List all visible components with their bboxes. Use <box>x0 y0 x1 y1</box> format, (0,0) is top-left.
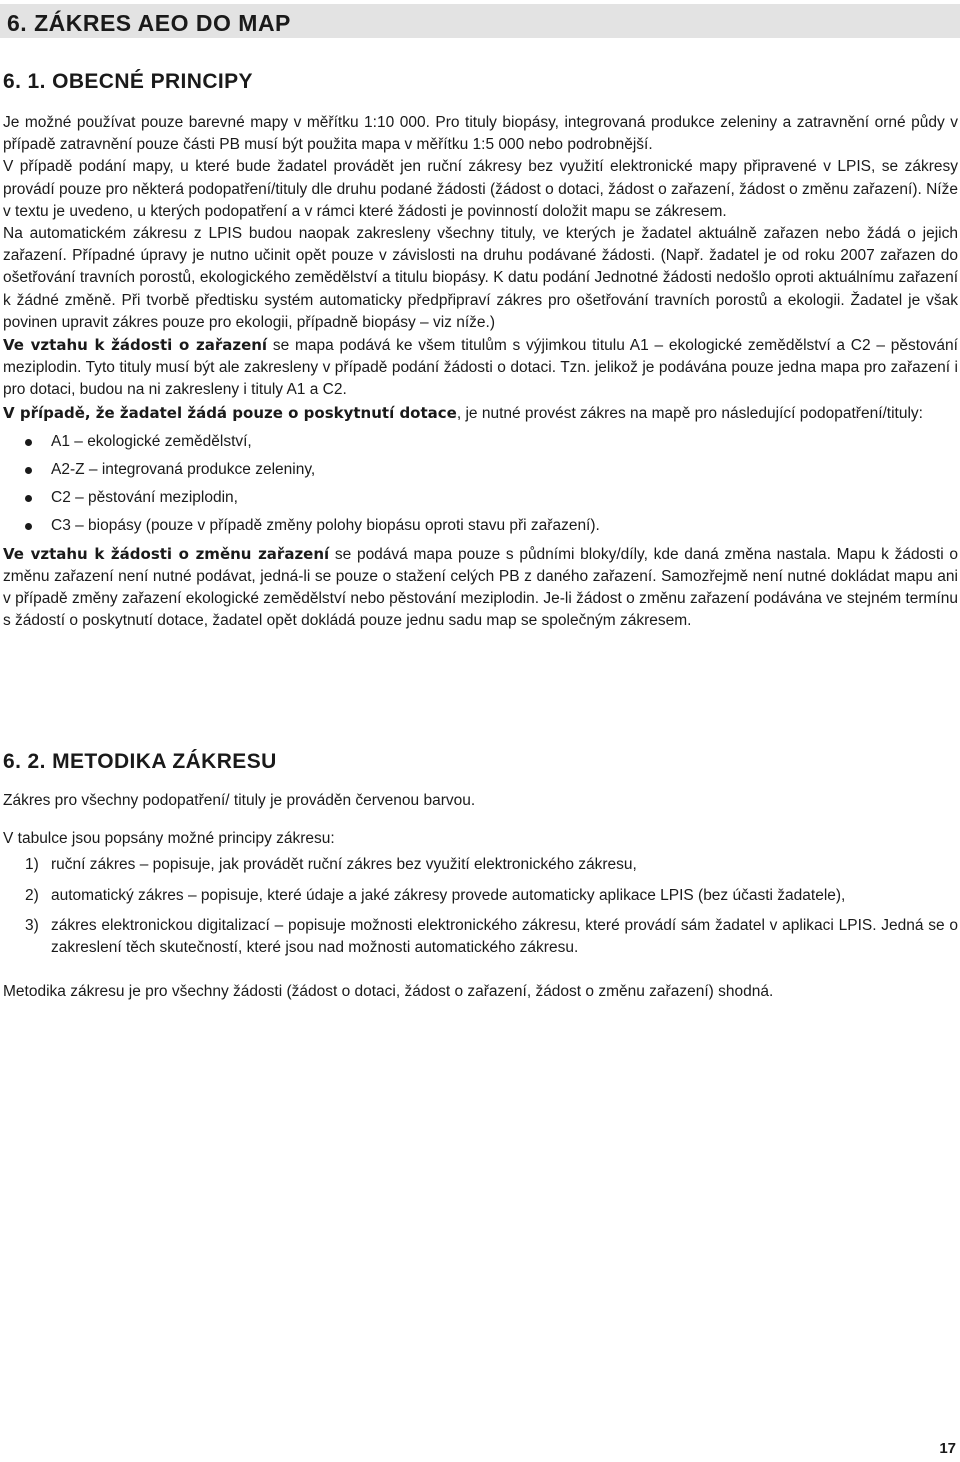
paragraph-enrollment-text: se mapa podává ke všem titulům s výjimkou titulu A1 – ekologické zemědělství a C2 – pěstování meziplodin. Tyto tituly musí být ale zakresleny v případě podání žádosti o dotaci. Tzn. jelikož je podávána pouze jedna mapa pro zařazení i pro dotaci, budou na ni zakresleny i tituly A1 a C2. <box>3 337 958 399</box>
bold-lead-subsidy: V případě, že žadatel žádá pouze o poskytnutí dotace <box>3 403 457 422</box>
section-general-principles-body <box>3 112 958 633</box>
bold-lead-enrollment: Ve vztahu k žádosti o zařazení <box>3 336 268 355</box>
paragraph-change-request <box>3 543 958 633</box>
bullet-icon <box>25 495 32 502</box>
bullet-icon <box>25 467 32 474</box>
chapter-title: 6. ZÁKRES AEO DO MAP <box>7 10 291 36</box>
bold-lead-change: Ve vztahu k žádosti o změnu zařazení <box>3 544 330 563</box>
bullet-icon <box>25 439 32 446</box>
section-heading-general-principles: 6. 1. OBECNÉ PRINCIPY <box>3 70 253 93</box>
paragraph-manual-drawings: V případě podání mapy, u které bude žadatel provádět jen ruční zákresy bez využití elektronické mapy připravené v LPIS, se zákresy provádí pouze pro některá podopatření/tituly dle druhu podané žádosti (žádost o dotaci, žádost o zařazení, žádost o změnu zařazení). Níže v textu je uvedeno, u kterých podopatření a v rámci které žádosti je povinností doložit mapu se zákresem. <box>3 158 958 220</box>
list-item: C2 – pěstování meziplodin, <box>3 484 958 512</box>
bullet-icon <box>25 523 32 530</box>
list-item: 3) zákres elektronickou digitalizací – popisuje možnosti elektronického zákresu, které provádí sám žadatel v aplikaci LPIS. Jedná se o zakreslení těch skutečností, které jsou nad možnosti automatického zákresu. <box>25 916 958 957</box>
page-number: 17 <box>939 1440 956 1457</box>
paragraph-subsidy-text: , je nutné provést zákres na mapě pro následující podopatření/tituly: <box>456 404 923 422</box>
paragraph-subsidy-only <box>3 402 958 425</box>
section-heading-drawing-methodology: 6. 2. METODIKA ZÁKRESU <box>3 750 277 773</box>
paragraph-automatic-drawing: Na automatickém zákresu z LPIS budou naopak zakresleny všechny tituly, ve kterých je žadatel aktuálně zařazen nebo žádá o jejich zařazení. Případné úpravy je nutno učinit opět pouze v závislosti na druhu podávané žádosti. (Např. žadatel je od roku 2007 zařazen do ošetřování travních porostů, ekologického zemědělství a titulu biopásy. K datu podání Jednotné žádosti nedošlo oproti aktuálnímu zařazení k žádné změně. Při tvorbě předtisku systém automaticky předpřipraví zákres pro ošetřování travních porostů a ekologii. Žadatel je však povinen upravit zákres pouze pro ekologii, případně biopásy – viz níže.) <box>3 225 958 331</box>
list-item: 2) automatický zákres – popisuje, které údaje a jaké zákresy provede automaticky aplikace LPIS (bez účasti žadatele), <box>25 886 846 904</box>
paragraph-red-color: Zákres pro všechny podopatření/ tituly je prováděn červenou barvou. <box>3 792 476 809</box>
chapter-title-bar <box>0 4 960 38</box>
drawing-principles-list <box>3 854 958 959</box>
title-bullet-list <box>3 428 958 540</box>
list-item: C3 – biopásy (pouze v případě změny polohy biopásu oproti stavu při zařazení). <box>3 512 958 540</box>
paragraph-methodology-summary: Metodika zákresu je pro všechny žádosti (žádost o dotaci, žádost o zařazení, žádost o změnu zařazení) shodná. <box>3 983 774 1001</box>
paragraph-change-text: se podává mapa pouze s půdními bloky/díly, kde daná změna nastala. Mapu k žádosti o změnu zařazení není nutné podávat, jedná-li se pouze o stažení celých PB z daného zařazení. Samozřejmě není nutné dokládat mapu ani v případě změny zařazení ekologické zemědělství nebo pěstování meziplodin. Je-li žádost o změnu zařazení podávána ve stejném termínu s žádostí o poskytnutí dotace, žadatel opět dokládá pouze jednu sadu map se společným zákresem. <box>3 545 958 630</box>
list-item: A2-Z – integrovaná produkce zeleniny, <box>3 456 958 484</box>
section-drawing-methodology-body <box>3 790 958 1003</box>
paragraph-map-scale: Je možné používat pouze barevné mapy v měřítku 1:10 000. Pro tituly biopásy, integrovaná produkce zeleniny a zatravnění orné půdy v případě zatravnění pouze části PB musí být použita mapa v měřítku 1:5 000 nebo podrobnější. <box>3 114 958 154</box>
list-item: A1 – ekologické zemědělství, <box>3 428 958 456</box>
list-item: 1) ruční zákres – popisuje, jak provádět ruční zákres bez využití elektronického zákresu, <box>25 856 637 874</box>
paragraph-table-intro: V tabulce jsou popsány možné principy zákresu: <box>3 830 335 848</box>
paragraph-enrollment-request <box>3 334 958 402</box>
